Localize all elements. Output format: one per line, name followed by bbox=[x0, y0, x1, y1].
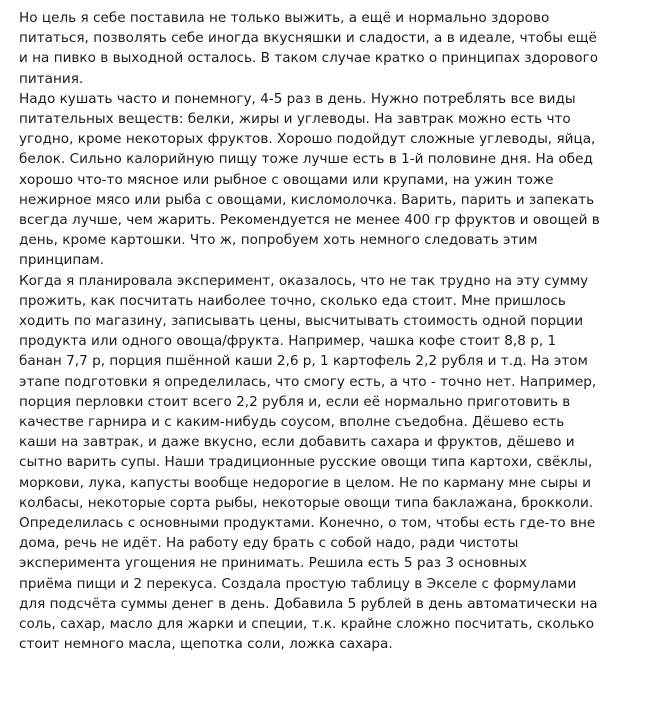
text-line: банан 7,7 р, порция пшённой каши 2,6 р, 1 картофель 2,2 рубля и т.д. На этом bbox=[19, 353, 588, 370]
text-line: питаться, позволять себе иногда вкусняшки и сладости, а в идеале, чтобы ещё bbox=[19, 30, 597, 47]
text-line: сытно варить супы. Наши традиционные русские овощи типа картохи, свёклы, bbox=[19, 454, 593, 471]
text-line: моркови, лука, капусты вообще недорогие в целом. Не по карману мне сыры и bbox=[19, 474, 591, 491]
text-line: питательных веществ: белки, жиры и углеводы. На завтрак можно есть что bbox=[19, 111, 571, 128]
text-line: принципам. bbox=[19, 252, 105, 269]
text-line: всегда лучше, чем жарить. Рекомендуется не менее 400 гр фруктов и овощей в bbox=[19, 212, 600, 229]
text-line: белок. Сильно калорийную пищу тоже лучше есть в 1-й половине дня. На обед bbox=[19, 151, 593, 168]
text-line: Определилась с основными продуктами. Конечно, о том, чтобы есть где-то вне bbox=[19, 515, 596, 532]
text-line: качестве гарнира и с каким-нибудь соусом, вполне съедобна. Дёшево есть bbox=[19, 414, 565, 431]
text-line: ходить по магазину, записывать цены, высчитывать стоимость одной порции bbox=[19, 313, 584, 330]
paragraph-intro bbox=[19, 8, 631, 89]
paragraph-experiment bbox=[19, 271, 631, 655]
text-line: хорошо что-то мясное или рыбное с овощами или крупами, на ужин тоже bbox=[19, 171, 554, 188]
text-line: Но цель я себе поставила не только выжить, а ещё и нормально здорово bbox=[19, 10, 550, 26]
text-line: Надо кушать часто и понемногу, 4-5 раз в день. Нужно потреблять все виды bbox=[19, 90, 576, 107]
text-line: прожить, как посчитать наиболее точно, сколько еда стоит. Мне пришлось bbox=[19, 292, 566, 309]
text-line: порция перловки стоит всего 2,2 рубля и, если её нормально приготовить в bbox=[19, 393, 571, 410]
text-line: и на пивко в выходной осталось. В таком случае кратко о принципах здорового bbox=[19, 50, 599, 67]
text-line: питания. bbox=[19, 70, 84, 87]
text-line: нежирное мясо или рыба с овощами, кисломолочка. Варить, парить и запекать bbox=[19, 191, 595, 208]
text-line: день, кроме картошки. Что ж, попробуем хоть немного следовать этим bbox=[19, 232, 538, 249]
article-text bbox=[19, 8, 631, 655]
text-line: для подсчёта суммы денег в день. Добавила 5 рублей в день автоматически на bbox=[19, 595, 598, 612]
text-line: колбасы, некоторые сорта рыбы, некоторые овощи типа баклажана, брокколи. bbox=[19, 494, 594, 511]
text-line: дома, речь не идёт. На работу еду брать с собой надо, ради чистоты bbox=[19, 535, 519, 552]
text-line: Когда я планировала эксперимент, оказалось, что не так трудно на эту сумму bbox=[19, 272, 589, 289]
paragraph-principles bbox=[19, 89, 631, 271]
text-line: эксперимента угощения не принимать. Решила есть 5 раз 3 основных bbox=[19, 555, 528, 572]
text-line: угодно, кроме некоторых фруктов. Хорошо подойдут сложные углеводы, яйца, bbox=[19, 131, 596, 148]
text-line: соль, сахар, масло для жарки и специи, т.к. крайне сложно посчитать, сколько bbox=[19, 616, 595, 633]
text-line: этапе подготовки я определилась, что смогу есть, а что - точно нет. Например, bbox=[19, 373, 597, 390]
text-line: стоит немного масла, щепотка соли, ложка сахара. bbox=[19, 636, 393, 653]
text-line: приёма пищи и 2 перекуса. Создала простую таблицу в Экселе с формулами bbox=[19, 575, 577, 592]
text-line: каши на завтрак, и даже вкусно, если добавить сахара и фруктов, дёшево и bbox=[19, 434, 575, 451]
text-line: продукта или одного овоща/фрукта. Например, чашка кофе стоит 8,8 р, 1 bbox=[19, 333, 557, 350]
